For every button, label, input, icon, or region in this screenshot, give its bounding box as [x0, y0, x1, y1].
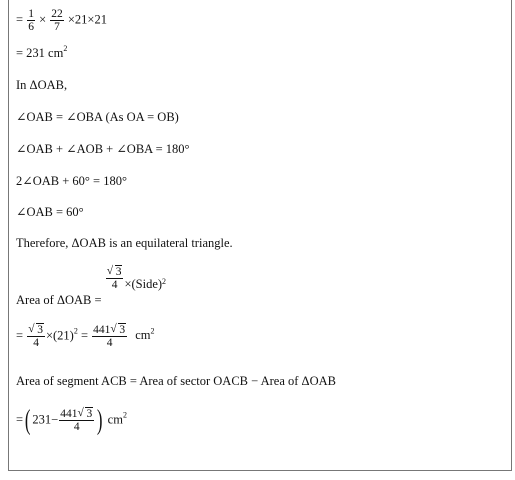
fraction-pi: $\frac{22}{7}$ [51, 8, 63, 33]
left-paren: ( [24, 404, 31, 436]
line-segment-area-result: =( 231− $\frac{441√ 3}{4}$ ) $cm^2$ [16, 408, 127, 433]
fraction-root3-over-4: √ $\frac{3}{4}$ [27, 324, 45, 349]
sqrt-symbol: √ 3 [110, 324, 126, 336]
line-sector-area-result: = 231 $cm^2$ [16, 44, 68, 60]
line-area-sector-calc: = $\frac{1}{6}$ × $\frac{22}{7}$ ×21×21 [16, 8, 107, 33]
right-paren: ) [97, 404, 103, 436]
line-triangle-area-calc: = √ $\frac{3}{4}$ $\times(21)^2$ = $\frac{441√ 3}{4}$ $cm^2$ [16, 324, 155, 349]
line-angle-result: ∠OAB = 60° [16, 205, 84, 219]
line-angle-equation: 2∠OAB + 60° = 180° [16, 174, 127, 188]
line-equilateral-conclusion: Therefore, ΔOAB is an equilateral triangle. [16, 236, 233, 250]
fraction-root3-over-4: √ $\frac{3}{4}$ [106, 266, 124, 291]
fraction-441root3-over-4: $\frac{441√ 3}{4}$ [59, 408, 94, 433]
sqrt-symbol: √ 3 [28, 324, 44, 336]
line-equal-angles: ∠OAB = ∠OBA (As OA = OB) [16, 110, 179, 124]
line-in-triangle: In ΔOAB, [16, 78, 68, 92]
line-triangle-area-formula: Area of ΔOAB = √ $\frac{3}{4}$ ×(Side)$^2$ [16, 266, 166, 307]
line-segment-area-definition: Area of segment ACB = Area of sector OACB − Area of ΔOAB [16, 374, 336, 388]
sqrt-symbol: √ 3 [77, 408, 93, 420]
equals-sign: = [16, 12, 24, 27]
fraction-441root3-over-4: $\frac{441√ 3}{4}$ [92, 324, 127, 349]
line-angle-sum: ∠OAB + ∠AOB + ∠OBA = 180° [16, 142, 190, 156]
fraction-one-sixth: $\frac{1}{6}$ [28, 8, 34, 33]
sqrt-symbol: √ 3 [107, 266, 123, 278]
